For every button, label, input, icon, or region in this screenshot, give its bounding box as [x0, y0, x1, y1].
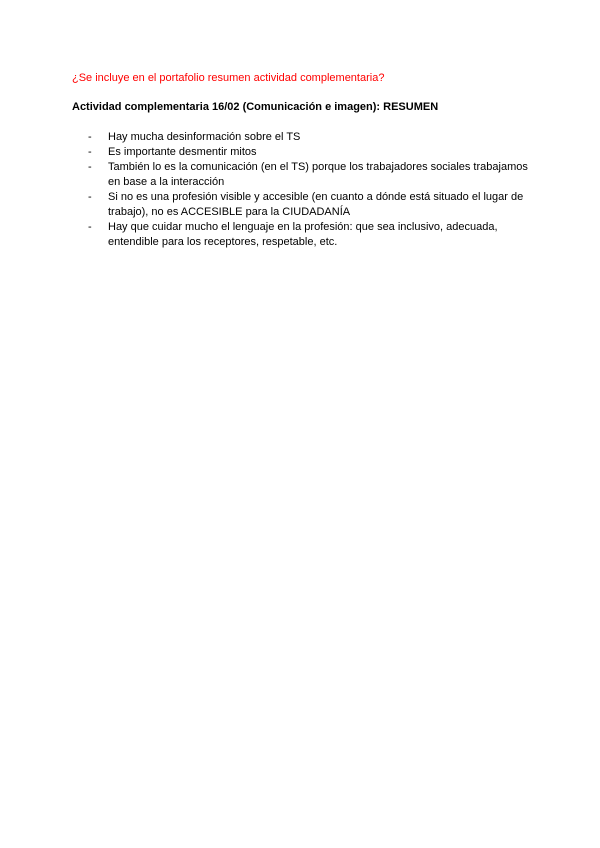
- list-item: [88, 130, 538, 145]
- list-item-text: Si no es una profesión visible y accesible (en cuanto a dónde está situado el lugar de trabajo), no es ACCESIBLE para la CIUDADANÍA: [108, 191, 524, 218]
- bullet-dash: -: [88, 191, 92, 203]
- portfolio-question: ¿Se incluye en el portafolio resumen actividad complementaria?: [72, 72, 385, 84]
- list-item: [88, 145, 538, 160]
- list-item-text: Es importante desmentir mitos: [108, 146, 257, 158]
- list-item-text: Hay que cuidar mucho el lenguaje en la profesión: que sea inclusivo, adecuada, entendible para los receptores, respetable, etc.: [108, 221, 498, 248]
- bullet-dash: -: [88, 221, 92, 233]
- list-item: [88, 160, 538, 190]
- bullet-dash: -: [88, 131, 92, 143]
- bullet-dash: -: [88, 161, 92, 173]
- bullet-dash: -: [88, 146, 92, 158]
- list-item: [88, 220, 538, 250]
- list-item-text: También lo es la comunicación (en el TS) porque los trabajadores sociales trabajamos en base a la interacción: [108, 161, 528, 188]
- list-item: [88, 190, 538, 220]
- summary-list: [88, 130, 538, 250]
- list-item-text: Hay mucha desinformación sobre el TS: [108, 131, 301, 143]
- activity-heading: Actividad complementaria 16/02 (Comunicación e imagen): RESUMEN: [72, 101, 439, 113]
